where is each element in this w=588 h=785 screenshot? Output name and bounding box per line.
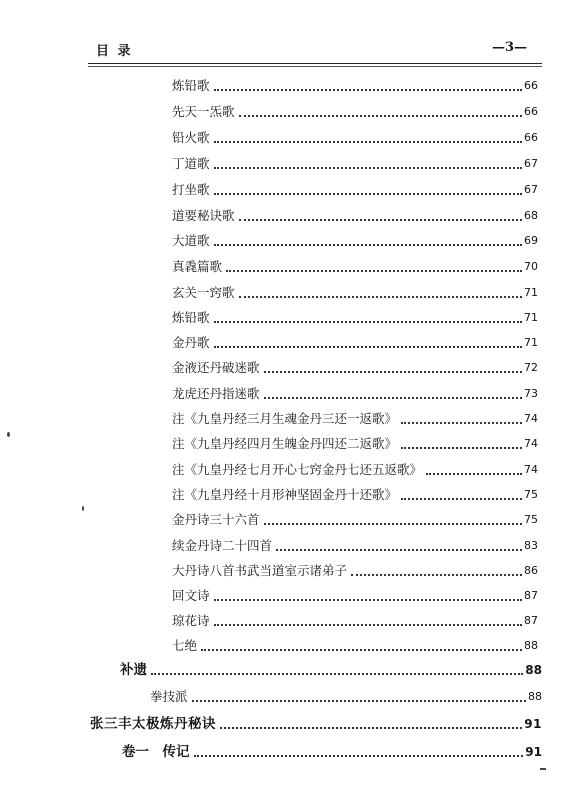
header-page-number: —3— — [492, 40, 528, 55]
toc-entry — [172, 634, 538, 654]
toc-entry-page: 88 — [528, 690, 542, 703]
toc-entry — [172, 306, 538, 326]
toc-entry-page: 91 — [524, 717, 542, 731]
toc-entry — [172, 229, 538, 249]
toc-entry-page: 87 — [524, 589, 538, 602]
toc-entry — [172, 331, 538, 351]
toc-leader-dots — [401, 422, 522, 424]
toc-entry-page: 87 — [524, 614, 538, 627]
toc-entry-title: 回文诗 — [172, 588, 210, 603]
toc-entry-title: 七绝 — [172, 638, 198, 653]
toc-entry-title: 拳技派 — [150, 689, 188, 704]
toc-leader-dots — [214, 624, 522, 626]
toc-entry-title: 玄关一窍歌 — [172, 285, 235, 300]
toc-entry-page: 66 — [524, 105, 538, 118]
toc-entry — [172, 508, 538, 528]
toc-entry — [172, 609, 538, 629]
toc-leader-dots — [214, 346, 522, 348]
toc-entry-title: 卷一 传记 — [122, 744, 190, 760]
toc-section-entry — [120, 658, 542, 678]
toc-entry — [172, 534, 538, 554]
toc-entry-title: 炼铅歌 — [172, 310, 210, 325]
toc-entry — [172, 559, 538, 579]
toc-entry — [150, 685, 542, 705]
toc-entry-title: 注《九皇丹经四月生魄金丹四还二返歌》 — [172, 436, 398, 451]
toc-entry-page: 91 — [525, 745, 542, 759]
toc-entry-page: 71 — [524, 311, 538, 324]
toc-leader-dots — [401, 447, 522, 449]
toc-entry-page: 72 — [524, 361, 538, 374]
scan-speck — [82, 506, 84, 511]
toc-leader-dots — [214, 89, 522, 91]
header-title: 目 录 — [96, 44, 133, 59]
toc-leader-dots — [214, 244, 522, 246]
toc-leader-dots — [264, 397, 522, 399]
toc-entry-page: 69 — [524, 234, 538, 247]
toc-entry — [172, 382, 538, 402]
toc-leader-dots — [201, 649, 522, 651]
toc-entry-page: 70 — [524, 260, 538, 273]
toc-entry-page: 73 — [524, 387, 538, 400]
toc-leader-dots — [226, 270, 522, 272]
toc-leader-dots — [264, 523, 522, 525]
toc-entry-title: 大丹诗八首书武当道室示诸弟子 — [172, 563, 348, 578]
toc-entry — [172, 356, 538, 376]
toc-leader-dots — [214, 141, 522, 143]
toc-entry-page: 75 — [524, 488, 538, 501]
toc-leader-dots — [220, 727, 522, 729]
toc-entry-page: 67 — [524, 157, 538, 170]
toc-entry — [172, 152, 538, 172]
scan-speck — [7, 432, 10, 437]
toc-entry-page: 71 — [524, 336, 538, 349]
toc-leader-dots — [214, 321, 522, 323]
toc-leader-dots — [239, 219, 522, 221]
toc-entry-title: 张三丰太极炼丹秘诀 — [90, 716, 216, 732]
toc-entry-page: 86 — [524, 564, 538, 577]
toc-entry-page: 74 — [524, 463, 538, 476]
toc-entry-title: 龙虎还丹指迷歌 — [172, 386, 260, 401]
toc-leader-dots — [239, 115, 522, 117]
toc-entry-title: 金丹诗三十六首 — [172, 512, 260, 527]
toc-entry-page: 66 — [524, 79, 538, 92]
toc-entry-title: 真毳篇歌 — [172, 259, 223, 274]
toc-entry-page: 83 — [524, 539, 538, 552]
toc-entry-page: 88 — [524, 639, 538, 652]
toc-entry-title: 金丹歌 — [172, 335, 210, 350]
toc-leader-dots — [239, 296, 522, 298]
toc-entry — [172, 74, 538, 94]
toc-entry-title: 琼花诗 — [172, 613, 210, 628]
toc-entry — [172, 100, 538, 120]
toc-entry-page: 75 — [524, 513, 538, 526]
toc-leader-dots — [351, 574, 522, 576]
toc-entry — [172, 255, 538, 275]
toc-entry-page: 67 — [524, 183, 538, 196]
toc-entry-title: 打坐歌 — [172, 182, 210, 197]
toc-entry-page: 66 — [524, 131, 538, 144]
toc-entry — [172, 178, 538, 198]
toc-leader-dots — [276, 549, 522, 551]
toc-entry-title: 先天一炁歌 — [172, 104, 235, 119]
toc-entry — [172, 458, 538, 478]
toc-entry — [172, 432, 538, 452]
toc-entry-title: 铅火歌 — [172, 130, 210, 145]
toc-leader-dots — [264, 371, 522, 373]
scan-speck — [540, 768, 546, 770]
toc-entry-title: 注《九皇丹经三月生魂金丹三还一返歌》 — [172, 411, 398, 426]
toc-part-entry — [90, 712, 542, 732]
toc-entry — [172, 126, 538, 146]
toc-entry-page: 88 — [525, 663, 542, 677]
toc-entry-title: 续金丹诗二十四首 — [172, 538, 273, 553]
toc-leader-dots — [426, 473, 522, 475]
toc-entry-page: 68 — [524, 209, 538, 222]
toc-entry — [172, 281, 538, 301]
toc-entry-title: 注《九皇丹经十月形神坚固金丹十还歌》 — [172, 487, 398, 502]
toc-leader-dots — [192, 700, 526, 702]
toc-chapter-entry — [122, 740, 542, 760]
toc-entry-title: 炼铅歌 — [172, 78, 210, 93]
toc-entry-title: 补遗 — [120, 662, 147, 678]
toc-entry-page: 71 — [524, 286, 538, 299]
toc-leader-dots — [194, 755, 524, 757]
toc-entry-title: 道要秘诀歌 — [172, 208, 235, 223]
toc-leader-dots — [214, 167, 522, 169]
toc-entry-title: 丁道歌 — [172, 156, 210, 171]
toc-entry — [172, 483, 538, 503]
toc-entry-title: 注《九皇丹经七月开心七窍金丹七还五返歌》 — [172, 462, 423, 477]
toc-leader-dots — [401, 498, 522, 500]
toc-entry — [172, 584, 538, 604]
toc-entry — [172, 204, 538, 224]
toc-entry — [172, 407, 538, 427]
toc-leader-dots — [214, 193, 522, 195]
toc-entry-title: 大道歌 — [172, 233, 210, 248]
toc-entry-page: 74 — [524, 437, 538, 450]
toc-entry-page: 74 — [524, 412, 538, 425]
toc-leader-dots — [151, 673, 523, 675]
toc-leader-dots — [214, 599, 522, 601]
toc-entry-title: 金液还丹破迷歌 — [172, 360, 260, 375]
